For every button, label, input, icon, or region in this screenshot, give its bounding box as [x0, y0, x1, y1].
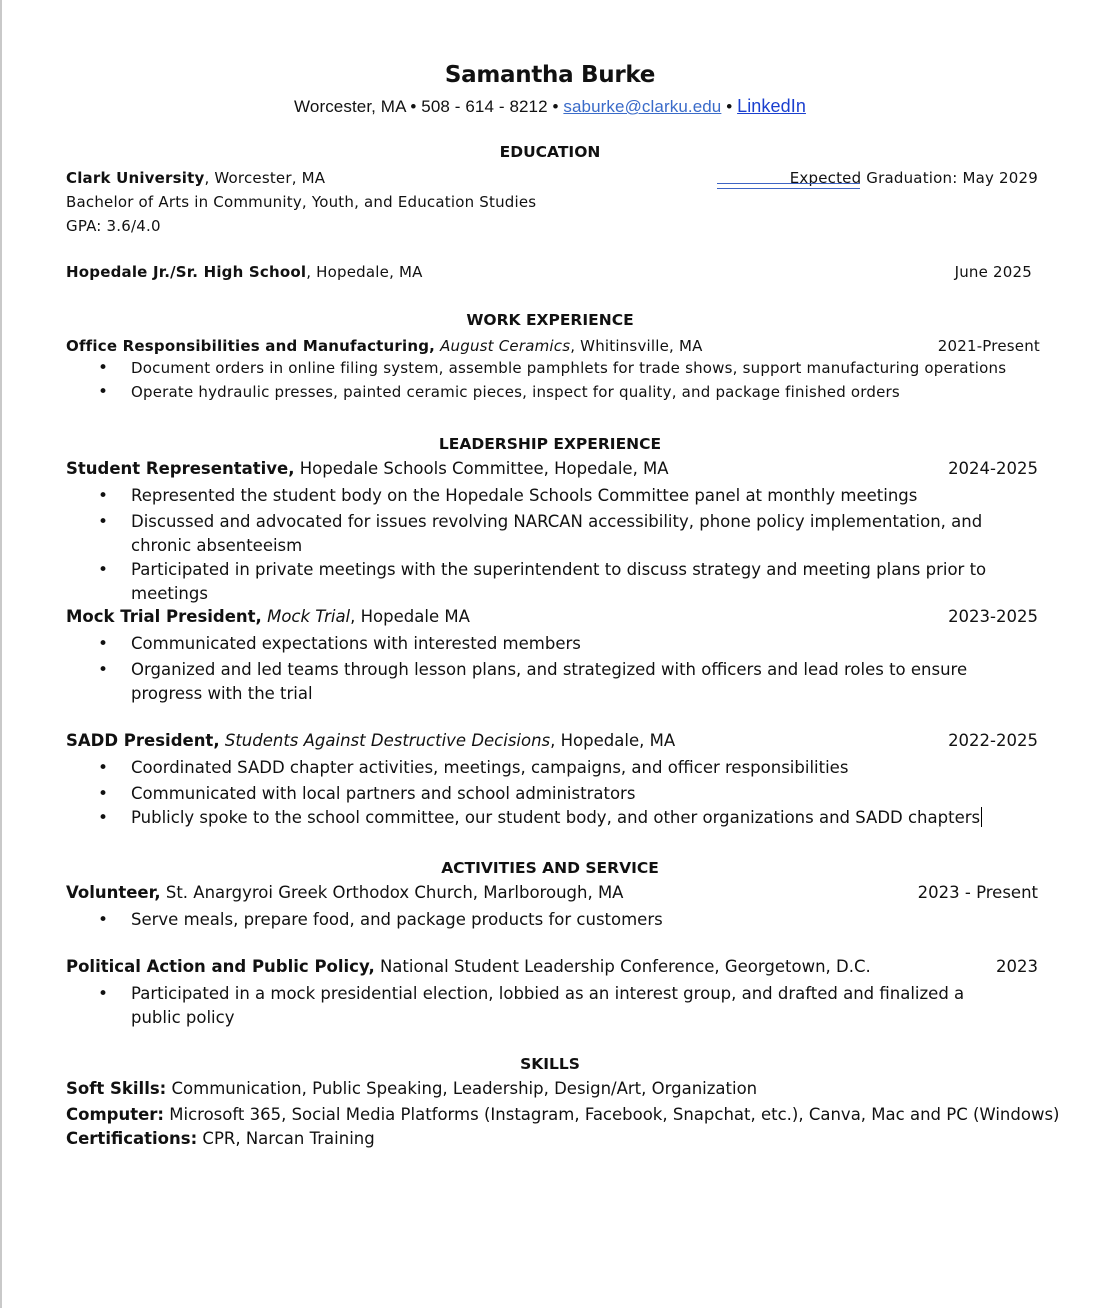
role-title: Mock Trial President,	[66, 607, 262, 626]
skills-value: Microsoft 365, Social Media Platforms (Instagram, Facebook, Snapchat, etc.), Canva, Mac and PC (Windows)	[164, 1105, 1060, 1124]
list-item: • Organized and led teams through lesson plans, and strategized with officers and lead roles to ensure progress with the trial	[131, 658, 1021, 706]
list-item: • Represented the student body on the Hopedale Schools Committee panel at monthly meetings	[131, 484, 1046, 508]
role-org: Mock Trial	[267, 607, 351, 626]
list-item: • Document orders in online filing system, assemble pamphlets for trade shows, support manufacturing operations	[131, 356, 1046, 380]
education-entry-hopedale	[66, 263, 1032, 281]
job-entry	[66, 337, 1040, 355]
resume-name: Samantha Burke	[444, 62, 656, 88]
spellcheck-underline	[717, 183, 860, 189]
role-date: 2024-2025	[948, 459, 1038, 478]
skills-certifications	[66, 1129, 1038, 1148]
activity-entry-policy	[66, 957, 1038, 976]
bullet-text: Publicly spoke to the school committee, our student body, and other organizations and SADD chapters	[131, 808, 981, 827]
role-title: Volunteer,	[66, 883, 161, 902]
list-item: • Participated in private meetings with the superintendent to discuss strategy and meeting plans prior to meetings	[131, 558, 1051, 606]
graduation-date: June 2025	[954, 263, 1032, 281]
leadership-entry-rep	[66, 459, 1038, 478]
activity-entry-volunteer	[66, 883, 1038, 902]
education-entry-clark	[66, 169, 1038, 187]
job-location: , Whitinsville, MA	[570, 337, 703, 355]
job-date: 2021-Present	[937, 337, 1040, 355]
list-item: • Participated in a mock presidential election, lobbied as an interest group, and drafted and finalized a public policy	[131, 982, 1011, 1030]
role-location: , Hopedale, MA	[550, 731, 676, 750]
list-item: • Communicated with local partners and school administrators	[131, 782, 1046, 806]
contact-line	[0, 96, 1100, 117]
email-link[interactable]: saburke@clarku.edu	[563, 97, 722, 116]
section-heading-education: EDUCATION	[499, 143, 601, 161]
school-name: Clark University	[66, 169, 205, 187]
section-heading-work: WORK EXPERIENCE	[466, 311, 634, 329]
contact-location: Worcester, MA	[294, 97, 406, 116]
role-org: St. Anargyroi Greek Orthodox Church, Marlborough, MA	[160, 883, 624, 902]
list-item: • Discussed and advocated for issues revolving NARCAN accessibility, phone policy implementation, and chronic absenteeism	[131, 510, 1046, 558]
school-location: , Hopedale, MA	[306, 263, 423, 281]
skills-value: CPR, Narcan Training	[197, 1129, 375, 1148]
gpa: GPA: 3.6/4.0	[66, 217, 161, 235]
role-org: Students Against Destructive Decisions	[224, 731, 551, 750]
skills-label: Computer:	[66, 1105, 165, 1124]
skills-computer	[66, 1105, 1080, 1124]
separator: •	[552, 97, 559, 116]
role-title: SADD President,	[66, 731, 220, 750]
role-date: 2022-2025	[948, 731, 1038, 750]
role-title: Political Action and Public Policy,	[66, 957, 375, 976]
section-heading-leadership: LEADERSHIP EXPERIENCE	[438, 435, 662, 453]
skills-label: Soft Skills:	[66, 1079, 167, 1098]
role-location: , Hopedale MA	[350, 607, 470, 626]
text-cursor	[981, 807, 982, 827]
role-date: 2023-2025	[948, 607, 1038, 626]
degree: Bachelor of Arts in Community, Youth, and Education Studies	[66, 193, 537, 211]
role-org: National Student Leadership Conference, Georgetown, D.C.	[374, 957, 871, 976]
role-date: 2023	[996, 957, 1038, 976]
skills-soft	[66, 1079, 1038, 1098]
list-item: • Coordinated SADD chapter activities, meetings, campaigns, and officer responsibilities	[131, 756, 1046, 780]
leadership-entry-mock	[66, 607, 1038, 626]
separator: •	[410, 97, 417, 116]
list-item: • Communicated expectations with interested members	[131, 632, 1046, 656]
page-left-edge	[0, 0, 2, 1308]
list-item: • Serve meals, prepare food, and package products for customers	[131, 908, 1046, 932]
role-date: 2023 - Present	[917, 883, 1038, 902]
school-name: Hopedale Jr./Sr. High School	[66, 263, 307, 281]
job-org: August Ceramics	[440, 337, 571, 355]
separator: •	[726, 97, 733, 116]
contact-phone: 508 - 614 - 8212	[421, 97, 548, 116]
list-item	[131, 806, 1046, 830]
role-title: Student Representative,	[66, 459, 295, 478]
section-heading-skills: SKILLS	[520, 1055, 580, 1073]
list-item: • Operate hydraulic presses, painted ceramic pieces, inspect for quality, and package finished orders	[131, 380, 1046, 404]
job-title: Office Responsibilities and Manufacturing,	[66, 337, 436, 355]
graduation-date: Expected Graduation: May 2029	[789, 169, 1038, 187]
role-org: Hopedale Schools Committee, Hopedale, MA	[294, 459, 669, 478]
skills-label: Certifications:	[66, 1129, 198, 1148]
linkedin-link[interactable]: LinkedIn	[737, 96, 806, 116]
section-heading-activities: ACTIVITIES AND SERVICE	[441, 859, 659, 877]
school-location: , Worcester, MA	[204, 169, 326, 187]
leadership-entry-sadd	[66, 731, 1038, 750]
skills-value: Communication, Public Speaking, Leadership, Design/Art, Organization	[166, 1079, 758, 1098]
